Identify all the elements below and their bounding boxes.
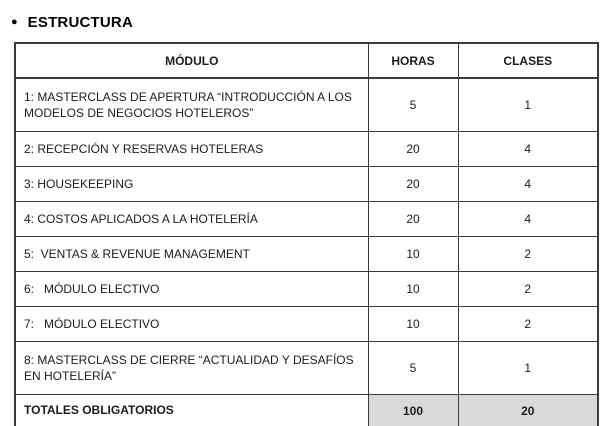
table-row — [15, 132, 598, 167]
cell-horas: 20 — [368, 202, 458, 237]
totals-horas-value: 100 — [368, 395, 458, 426]
cell-clases: 2 — [458, 237, 598, 272]
totals-label: TOTALES OBLIGATORIOS — [15, 395, 368, 426]
table-row — [15, 202, 598, 237]
cell-clases: 4 — [458, 132, 598, 167]
cell-modulo: 4: COSTOS APLICADOS A LA HOTELERÍA — [15, 202, 368, 237]
bullet-icon: ● — [11, 16, 18, 28]
cell-horas: 20 — [368, 167, 458, 202]
table-row — [15, 307, 598, 342]
cell-clases: 2 — [458, 272, 598, 307]
cell-horas: 10 — [368, 272, 458, 307]
table-row — [15, 167, 598, 202]
cell-horas: 10 — [368, 237, 458, 272]
col-header-horas: HORAS — [368, 43, 458, 78]
totals-row — [15, 395, 598, 426]
cell-modulo: 2: RECEPCIÓN Y RESERVAS HOTELERAS — [15, 132, 368, 167]
cell-modulo: 3: HOUSEKEEPING — [15, 167, 368, 202]
table-row — [15, 237, 598, 272]
table-row — [15, 342, 598, 395]
section-title-text: ESTRUCTURA — [27, 14, 133, 31]
cell-modulo: 5: VENTAS & REVENUE MANAGEMENT — [15, 237, 368, 272]
cell-clases: 1 — [458, 78, 598, 132]
cell-horas: 5 — [368, 342, 458, 395]
estructura-table — [14, 42, 599, 426]
totals-clases-value: 20 — [458, 395, 598, 426]
col-header-clases: CLASES — [458, 43, 598, 78]
cell-horas: 20 — [368, 132, 458, 167]
section-title — [11, 14, 133, 31]
col-header-modulo: MÓDULO — [15, 43, 368, 78]
cell-clases: 1 — [458, 342, 598, 395]
cell-clases: 4 — [458, 167, 598, 202]
cell-clases: 2 — [458, 307, 598, 342]
cell-modulo: 7: MÓDULO ELECTIVO — [15, 307, 368, 342]
cell-horas: 5 — [368, 78, 458, 132]
table-row — [15, 272, 598, 307]
cell-modulo: 6: MÓDULO ELECTIVO — [15, 272, 368, 307]
cell-clases: 4 — [458, 202, 598, 237]
cell-modulo: 8: MASTERCLASS DE CIERRE “ACTUALIDAD Y DESAFÍOS EN HOTELERÍA” — [15, 342, 368, 395]
table-body — [15, 78, 598, 395]
cell-modulo: 1: MASTERCLASS DE APERTURA “INTRODUCCIÓN A LOS MODELOS DE NEGOCIOS HOTELEROS” — [15, 78, 368, 132]
table-row — [15, 78, 598, 132]
table-header-row — [15, 43, 598, 78]
cell-horas: 10 — [368, 307, 458, 342]
